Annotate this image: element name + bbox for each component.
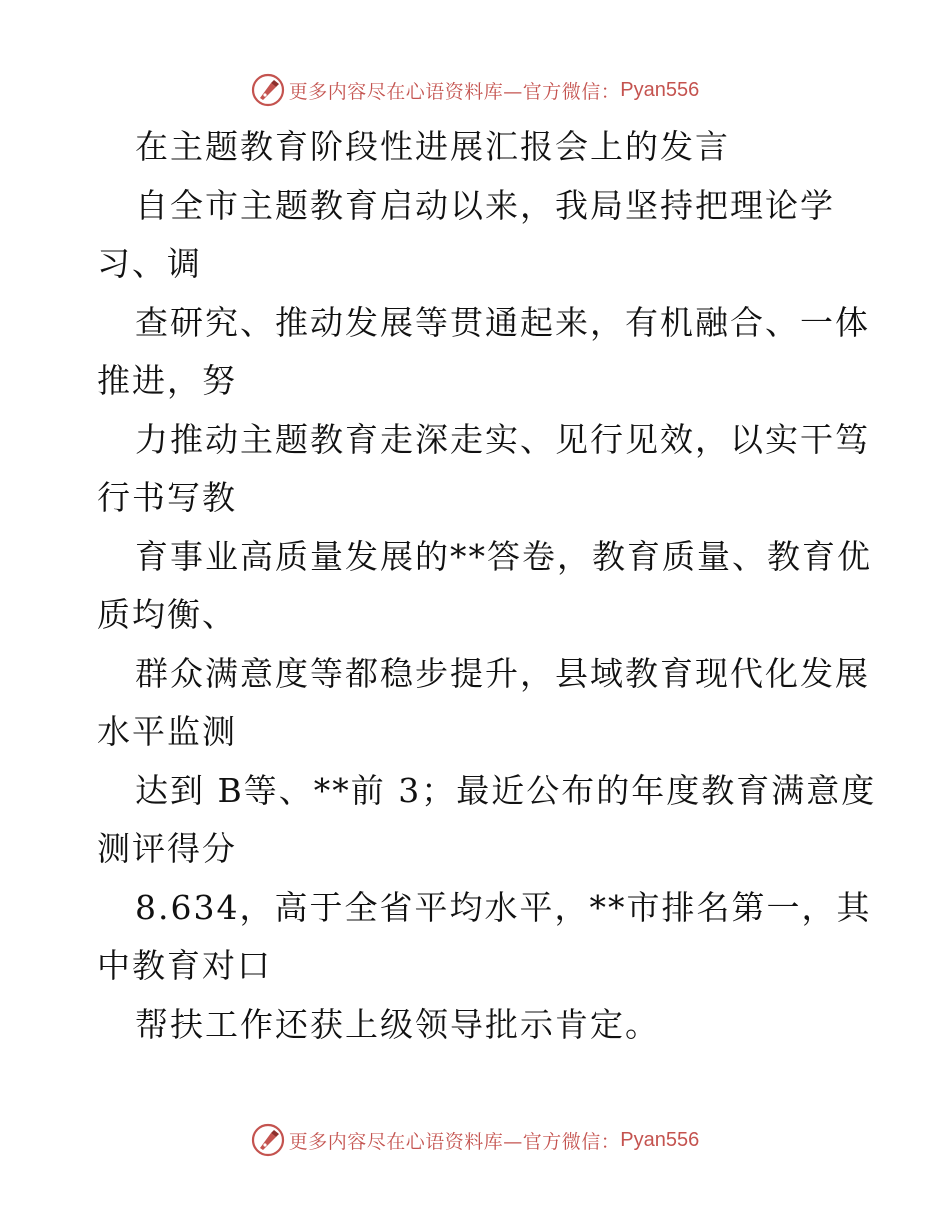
pen-nib-icon: [251, 1123, 285, 1157]
text-line: 推进，努: [97, 361, 237, 400]
text-line: 帮扶工作还获上级领导批示肯定。: [135, 1004, 660, 1044]
text-line: 群众满意度等都稳步提升，县域教育现代化发展: [135, 653, 870, 693]
banner-wechat-id: Pyan556: [620, 1128, 700, 1151]
text-line: 育事业高质量发展的**答卷，教育质量、教育优: [135, 536, 872, 576]
document-body: [97, 118, 877, 1054]
text-line: 达到 B等、**前 3；最近公布的年度教育满意度: [135, 770, 877, 810]
text-line: 自全市主题教育启动以来，我局坚持把理论学: [135, 185, 835, 225]
banner-wechat-id: Pyan556: [620, 78, 700, 101]
text-line: 行书写教: [97, 478, 237, 517]
text-line: 8.634，高于全省平均水平，**市排名第一，其: [135, 887, 872, 927]
document-title: 在主题教育阶段性进展汇报会上的发言: [135, 127, 730, 166]
text-line: 习、调: [97, 244, 202, 283]
header-watermark-banner: [0, 70, 950, 110]
pen-nib-icon: [251, 73, 285, 107]
text-line: 水平监测: [97, 712, 237, 751]
text-line: 中教育对口: [97, 946, 272, 985]
banner-text: 更多内容尽在心语资料库—官方微信：: [288, 1130, 621, 1153]
footer-watermark-banner: [0, 1120, 950, 1160]
banner-text: 更多内容尽在心语资料库—官方微信：: [288, 80, 621, 103]
text-line: 测评得分: [97, 829, 237, 868]
text-line: 查研究、推动发展等贯通起来，有机融合、一体: [135, 302, 870, 342]
text-line: 质均衡、: [97, 595, 237, 634]
text-line: 力推动主题教育走深走实、见行见效，以实干笃: [135, 419, 870, 459]
